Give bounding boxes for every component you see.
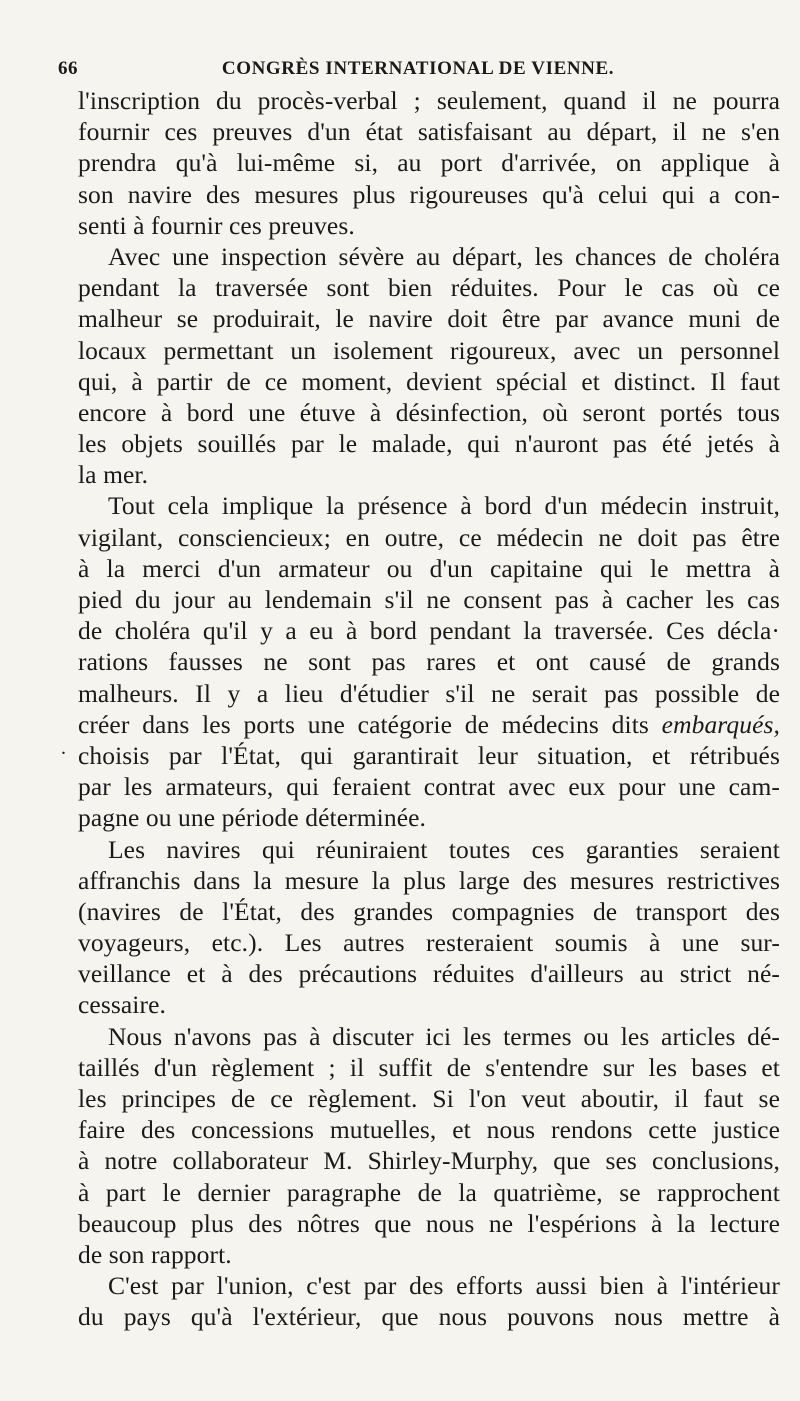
text-line-content: malheur se produirait, le navire doit être par avance muni de xyxy=(78,304,780,334)
text-line-content: pagne ou une période déterminée. xyxy=(78,803,427,833)
text-line-content: pendant la traversée sont bien réduites. Pour le cas où ce xyxy=(78,273,780,303)
text-line xyxy=(78,366,780,397)
text-line-content: à la merci d'un armateur ou d'un capitaine qui le mettra à xyxy=(78,553,780,583)
text-line xyxy=(78,615,780,646)
text-line-content: senti à fournir ces preuves. xyxy=(78,210,355,240)
text-line xyxy=(78,1052,780,1083)
text-line-content: choisis par l'État, qui garantirait leur situation, et rétribués xyxy=(78,740,780,770)
text-line-content: les objets souillés par le malade, qui n'auront pas été jetés à xyxy=(78,429,780,459)
text-line xyxy=(78,1021,780,1052)
text-line xyxy=(78,1301,780,1332)
text-line-content: pied du jour au lendemain s'il ne consent pas à cacher les cas xyxy=(78,585,780,614)
text-line xyxy=(78,802,780,833)
text-line xyxy=(78,459,780,490)
text-line xyxy=(78,85,780,116)
text-line-content: rations fausses ne sont pas rares et ont causé de grands xyxy=(78,647,780,677)
text-line-content: veillance et à des précautions réduites d'ailleurs au strict né- xyxy=(78,959,780,989)
text-line-content: de son rapport. xyxy=(78,1239,232,1269)
text-line xyxy=(78,1239,780,1270)
text-line xyxy=(78,397,780,428)
text-line xyxy=(78,303,780,334)
text-line xyxy=(78,678,780,709)
text-line-content: du pays qu'à l'extérieur, que nous pouvons nous mettre à xyxy=(78,1302,780,1332)
text-line xyxy=(78,927,780,958)
text-line-content: Les navires qui réuniraient toutes ces garanties seraient xyxy=(108,834,780,864)
text-line xyxy=(78,147,780,178)
text-line-content: de choléra qu'il y a eu à bord pendant la traversée. Ces décla· xyxy=(78,616,780,646)
text-line xyxy=(78,1270,780,1301)
text-line xyxy=(78,553,780,584)
text-line-content: malheurs. Il y a lieu d'étudier s'il ne serait pas possible de xyxy=(78,678,780,708)
text-line xyxy=(78,272,780,303)
text-line xyxy=(78,865,780,896)
text-line-content: à notre collaborateur M. Shirley-Murphy, que ses conclusions, xyxy=(78,1146,780,1176)
text-line xyxy=(78,179,780,210)
text-line xyxy=(78,771,780,802)
text-line-content: taillés d'un règlement ; il suffit de s'entendre sur les bases et xyxy=(78,1052,780,1082)
margin-mark: . xyxy=(61,737,66,759)
text-line xyxy=(78,1083,780,1114)
text-line-content: locaux permettant un isolement rigoureux, avec un personnel xyxy=(78,335,780,365)
text-line-content: C'est par l'union, c'est par des efforts aussi bien à l'intérieur xyxy=(108,1271,780,1301)
italic-term: embarqués, xyxy=(661,709,780,739)
text-line-content: Avec une inspection sévère au départ, les chances de choléra xyxy=(108,241,780,271)
text-line xyxy=(78,1208,780,1239)
text-line xyxy=(78,116,780,147)
text-line-content: voyageurs, etc.). Les autres resteraient soumis à une sur- xyxy=(78,928,780,958)
text-line-content: son navire des mesures plus rigoureuses qu'à celui qui a con- xyxy=(78,179,780,209)
text-line xyxy=(78,834,780,865)
page-header xyxy=(58,58,768,86)
page-number: 66 xyxy=(58,58,78,79)
text-line xyxy=(78,335,780,366)
text-line-content: qui, à partir de ce moment, devient spécial et distinct. Il faut xyxy=(78,366,780,396)
text-line xyxy=(78,958,780,989)
text-line-content: vigilant, consciencieux; en outre, ce médecin ne doit pas être xyxy=(78,522,780,552)
text-line xyxy=(78,241,780,272)
text-line-content: encore à bord une étuve à désinfection, où seront portés tous xyxy=(78,397,780,427)
text-line xyxy=(78,1114,780,1145)
text-line-content: (navires de l'État, des grandes compagnies de transport des xyxy=(78,896,780,926)
text-line-content: l'inscription du procès-verbal ; seulement, quand il ne pourra xyxy=(78,86,780,115)
text-line xyxy=(78,740,780,771)
text-line-content: à part le dernier paragraphe de la quatrième, se rapprochent xyxy=(78,1177,780,1207)
text-line xyxy=(78,210,780,241)
text-line-content: cessaire. xyxy=(78,990,166,1020)
text-line-content: par les armateurs, qui feraient contrat avec eux pour une cam- xyxy=(78,772,780,802)
text-line xyxy=(78,490,780,521)
text-line xyxy=(78,646,780,677)
text-line-content: Tout cela implique la présence à bord d'un médecin instruit, xyxy=(108,491,780,521)
text-line-content: Nous n'avons pas à discuter ici les termes ou les articles dé- xyxy=(108,1021,780,1051)
text-line xyxy=(78,989,780,1020)
text-line xyxy=(78,709,780,740)
text-line-content: affranchis dans la mesure la plus large des mesures restrictives xyxy=(78,865,780,895)
text-line-content: faire des concessions mutuelles, et nous rendons cette justice xyxy=(78,1115,780,1145)
text-line-content: la mer. xyxy=(78,460,149,490)
text-line-content: les principes de ce règlement. Si l'on veut aboutir, il faut se xyxy=(78,1084,780,1113)
text-line-content: fournir ces preuves d'un état satisfaisant au départ, il ne s'en xyxy=(78,117,780,147)
text-line xyxy=(78,428,780,459)
text-line-content: beaucoup plus des nôtres que nous ne l'espérions à la lecture xyxy=(78,1208,780,1238)
text-line xyxy=(78,584,780,615)
text-line-content: créer dans les ports une catégorie de médecins dits xyxy=(78,709,662,739)
text-line-content: prendra qu'à lui-même si, au port d'arrivée, on applique à xyxy=(78,148,780,178)
text-line xyxy=(78,896,780,927)
text-line xyxy=(78,1145,780,1176)
text-line xyxy=(78,1177,780,1208)
running-title: CONGRÈS INTERNATIONAL DE VIENNE. xyxy=(221,58,615,79)
text-line xyxy=(78,522,780,553)
body-text xyxy=(78,85,780,1333)
